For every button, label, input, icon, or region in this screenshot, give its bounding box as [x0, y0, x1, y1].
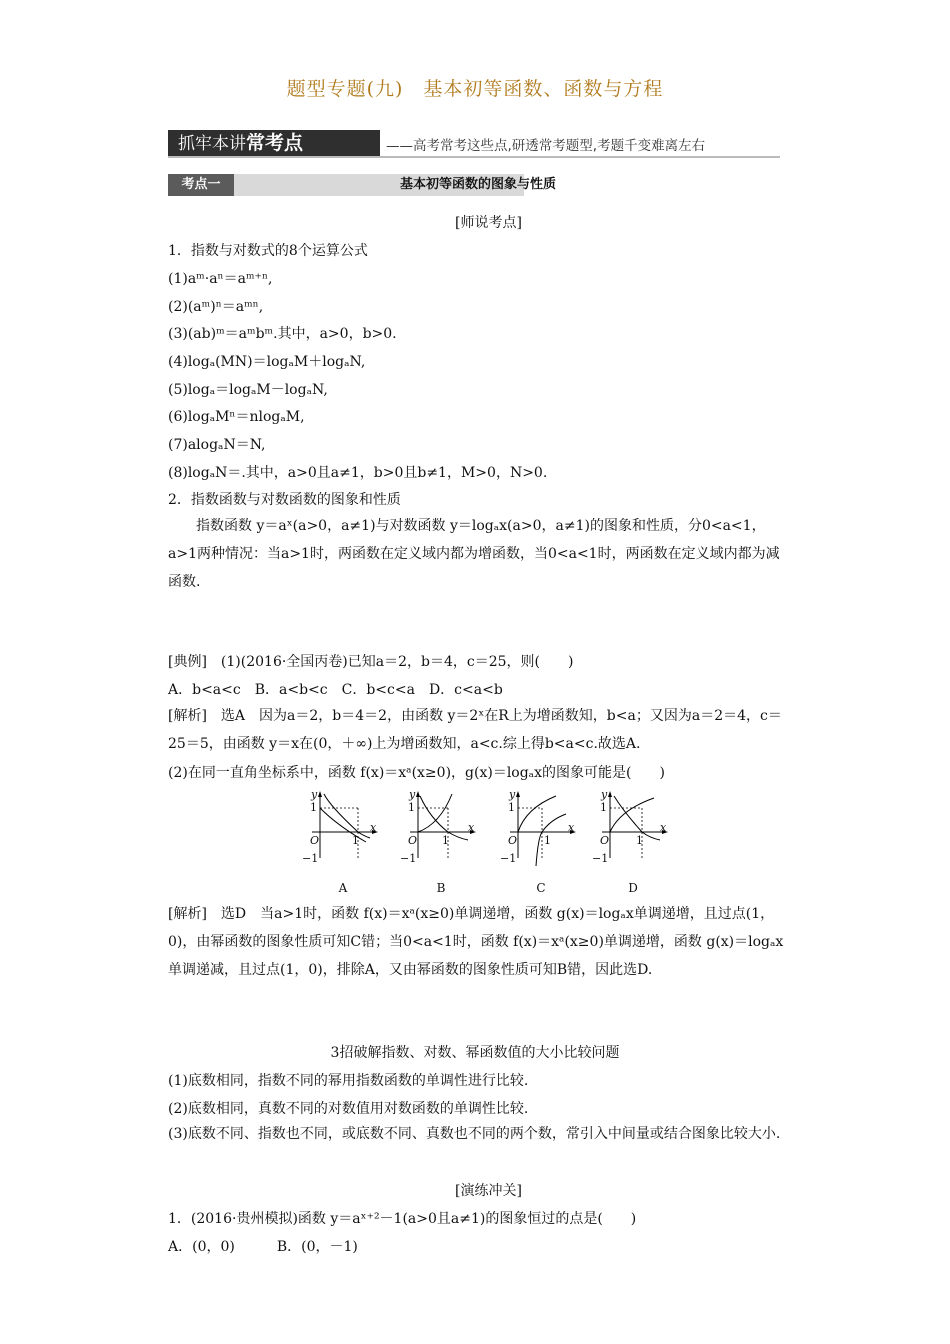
graph-b: [400, 788, 476, 898]
example-2: (2)在同一直角坐标系中，函数 f(x)＝xᵃ(x≥0)，g(x)＝logₐx的图象可能是( ): [168, 765, 665, 781]
origin-label: O: [408, 834, 418, 847]
axis-x-label: x: [660, 821, 667, 834]
topic-title: 基本初等函数的图象与性质: [400, 177, 557, 192]
graph-label: A: [338, 881, 348, 895]
banner-box: [168, 130, 380, 156]
banner-rule: [168, 156, 780, 158]
question-1-options: A．(0，0) B．(0，－1): [168, 1239, 358, 1255]
tick-1: 1: [310, 801, 317, 814]
x-tick-1: 1: [442, 834, 449, 847]
solution-2: [解析] 选D 当a>1时，函数 f(x)＝xᵃ(x≥0)单调递增，函数 g(x)＝logₐx单调递增，且过点(1，0)，由幂函数的图象性质可知C错；当0<a<1时，函数 f(x)＝xᵃ(x≥0)单调递增，函数 g(x)＝logₐx单调递减，且过点(1，0)，排除A，又由幂函数的图象性质可知B错，因此选D.: [168, 906, 784, 978]
formula-7: (7)alogₐN＝N,: [168, 437, 266, 453]
section-2-paragraph: 指数函数 y＝aˣ(a>0，a≠1)与对数函数 y＝logₐx(a>0，a≠1)的图象和性质，分0<a<1，a>1两种情况：当a>1时，两函数在定义域内都为增函数，当0<a<1时，两函数在定义域内都为减函数.: [168, 518, 780, 590]
formula-intro: 1．指数与对数式的8个运算公式: [168, 243, 368, 259]
axis-y-label: y: [311, 788, 318, 801]
question-1: 1．(2016·贵州模拟)函数 y＝aˣ⁺²－1(a>0且a≠1)的图象恒过的点是( ): [168, 1211, 637, 1227]
tip-1: (1)底数相同，指数不同的幂用指数函数的单调性进行比较.: [168, 1073, 529, 1089]
axis-y-label: y: [509, 788, 516, 801]
axis-y-label: y: [409, 788, 416, 801]
practice-heading: [演练冲关]: [455, 1183, 522, 1199]
page-title: 题型专题(九) 基本初等函数、函数与方程: [286, 78, 664, 100]
axis-y-label: y: [601, 788, 608, 801]
example-1: [典例] (1)(2016·全国丙卷)已知a＝2，b＝4，c＝25，则( ): [168, 654, 574, 670]
graph-c: [500, 788, 576, 898]
tips-title: 3招破解指数、对数、幂函数值的大小比较问题: [330, 1045, 620, 1061]
formula-8: (8)logₐN＝.其中，a>0且a≠1，b>0且b≠1，M>0，N>0.: [168, 465, 548, 481]
section-banner: [168, 130, 780, 158]
answer-graphs: [302, 788, 688, 900]
formula-2: (2)(aᵐ)ⁿ＝aᵐⁿ,: [168, 299, 264, 315]
graph-a: [302, 788, 378, 898]
tip-3: (3)底数不同、指数也不同，或底数不同、真数也不同的两个数，常引入中间量或结合图象比较大小.: [168, 1126, 781, 1142]
origin-label: O: [508, 834, 518, 847]
tick-1: 1: [408, 801, 415, 814]
origin-label: O: [600, 834, 610, 847]
banner-strong: 常考点: [246, 132, 304, 154]
graph-d: [592, 788, 668, 898]
tick-1: 1: [508, 801, 515, 814]
banner-prefix: 抓牢本讲: [178, 134, 246, 154]
solution-1: [解析] 选A 因为a＝2，b＝4＝2，由函数 y＝2ˣ在R上为增函数知，b<a；又因为a＝2＝4，c＝25＝5，由函数 y＝x在(0，＋∞)上为增函数知，a<c.综上得b<a<c.故选A.: [168, 708, 782, 752]
tick-neg-1: −1: [592, 852, 609, 865]
banner-tagline: ——高考常考这些点,研透常考题型,考题千变难离左右: [386, 138, 706, 154]
formula-4: (4)logₐ(MN)＝logₐM＋logₐN,: [168, 354, 366, 370]
axis-x-label: x: [468, 821, 475, 834]
teacher-heading: [师说考点]: [455, 215, 522, 231]
origin-label: O: [310, 834, 320, 847]
graph-label: C: [536, 881, 546, 895]
x-tick-1: 1: [636, 834, 643, 847]
graph-label: B: [436, 881, 446, 895]
formula-5: (5)logₐ＝logₐM－logₐN,: [168, 382, 328, 398]
formula-1: (1)aᵐ·aⁿ＝aᵐ⁺ⁿ,: [168, 271, 273, 287]
formula-3: (3)(ab)ᵐ＝aᵐbᵐ.其中，a>0，b>0.: [168, 326, 397, 342]
tick-neg-1: −1: [400, 852, 417, 865]
formula-6: (6)logₐMⁿ＝nlogₐM,: [168, 409, 305, 425]
tick-1: 1: [600, 801, 607, 814]
tip-2: (2)底数相同，真数不同的对数值用对数函数的单调性比较.: [168, 1101, 529, 1117]
axis-x-label: x: [568, 821, 575, 834]
example-1-options: A．b<a<c B．a<b<c C．b<c<a D．c<a<b: [168, 682, 503, 698]
tick-neg-1: −1: [302, 852, 319, 865]
topic-label: 考点一: [168, 174, 234, 196]
section-2-heading: 2．指数函数与对数函数的图象和性质: [168, 492, 401, 508]
graph-label: D: [628, 881, 638, 895]
x-tick-1: 1: [352, 834, 359, 847]
x-tick-1: 1: [544, 834, 551, 847]
topic-header: [168, 174, 557, 196]
axis-x-label: x: [370, 821, 377, 834]
tick-neg-1: −1: [500, 852, 517, 865]
